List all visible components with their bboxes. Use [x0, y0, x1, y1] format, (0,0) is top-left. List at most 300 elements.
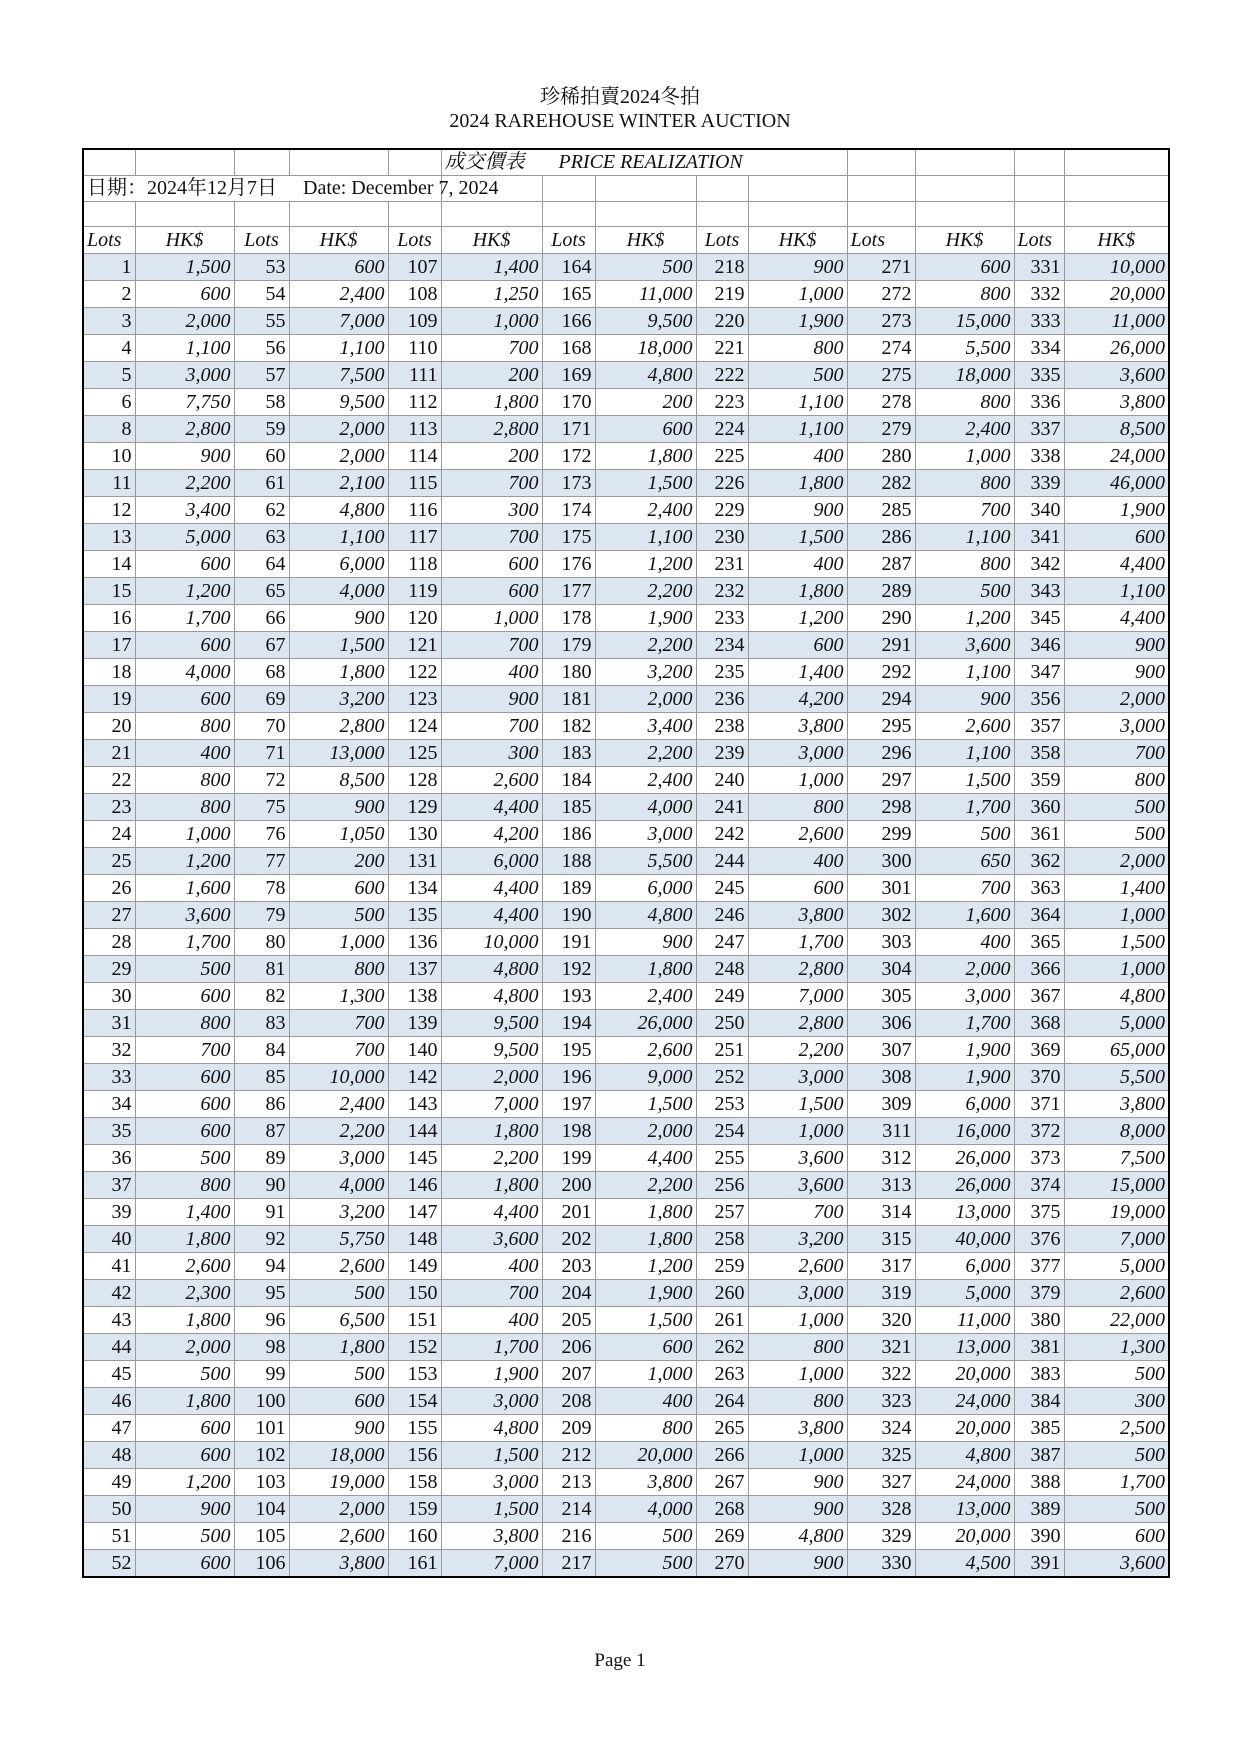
lot-number-cell: 206 [542, 1334, 595, 1361]
lot-number-cell: 219 [696, 281, 748, 308]
lot-number-cell: 198 [542, 1118, 595, 1145]
lot-number-cell: 328 [847, 1496, 915, 1523]
lot-number-cell: 98 [234, 1334, 289, 1361]
price-cell: 5,000 [1064, 1253, 1169, 1280]
lot-number-cell: 364 [1014, 902, 1064, 929]
price-cell: 1,900 [1064, 497, 1169, 524]
price-cell: 1,900 [595, 1280, 696, 1307]
price-cell: 700 [441, 713, 542, 740]
lot-number-cell: 279 [847, 416, 915, 443]
price-cell: 3,000 [595, 821, 696, 848]
lot-number-cell: 251 [696, 1037, 748, 1064]
price-cell: 500 [915, 578, 1014, 605]
lot-number-cell: 139 [388, 1010, 441, 1037]
price-cell: 1,400 [1064, 875, 1169, 902]
lot-number-cell: 172 [542, 443, 595, 470]
lot-number-cell: 190 [542, 902, 595, 929]
lot-number-cell: 333 [1014, 308, 1064, 335]
lot-number-cell: 64 [234, 551, 289, 578]
price-cell: 600 [441, 551, 542, 578]
lot-number-cell: 291 [847, 632, 915, 659]
price-cell: 1,700 [915, 1010, 1014, 1037]
lot-number-cell: 161 [388, 1550, 441, 1578]
price-cell: 4,400 [441, 794, 542, 821]
price-cell: 1,600 [135, 875, 234, 902]
price-cell: 3,600 [748, 1145, 847, 1172]
lot-number-cell: 308 [847, 1064, 915, 1091]
lot-number-cell: 345 [1014, 605, 1064, 632]
price-cell: 2,200 [595, 740, 696, 767]
lot-number-cell: 191 [542, 929, 595, 956]
price-cell: 800 [135, 713, 234, 740]
table-row [83, 443, 1169, 470]
lot-number-cell: 248 [696, 956, 748, 983]
lot-number-cell: 160 [388, 1523, 441, 1550]
lot-number-cell: 168 [542, 335, 595, 362]
lot-number-cell: 249 [696, 983, 748, 1010]
lot-number-cell: 66 [234, 605, 289, 632]
price-cell: 1,800 [748, 470, 847, 497]
lot-number-cell: 385 [1014, 1415, 1064, 1442]
price-cell: 3,200 [748, 1226, 847, 1253]
lot-number-cell: 102 [234, 1442, 289, 1469]
price-cell: 1,000 [748, 767, 847, 794]
price-cell: 4,200 [441, 821, 542, 848]
price-cell: 18,000 [915, 362, 1014, 389]
price-cell: 2,000 [595, 686, 696, 713]
table-row [83, 551, 1169, 578]
price-cell: 1,200 [135, 578, 234, 605]
lot-number-cell: 174 [542, 497, 595, 524]
price-cell: 500 [289, 902, 388, 929]
lot-number-cell: 343 [1014, 578, 1064, 605]
price-cell: 4,800 [1064, 983, 1169, 1010]
lot-number-cell: 182 [542, 713, 595, 740]
lot-number-cell: 138 [388, 983, 441, 1010]
lot-number-cell: 377 [1014, 1253, 1064, 1280]
price-cell: 20,000 [595, 1442, 696, 1469]
lot-number-cell: 134 [388, 875, 441, 902]
lot-number-cell: 173 [542, 470, 595, 497]
price-cell: 3,000 [748, 1280, 847, 1307]
lot-number-cell: 49 [83, 1469, 135, 1496]
lot-number-cell: 254 [696, 1118, 748, 1145]
lot-number-cell: 245 [696, 875, 748, 902]
price-cell: 5,500 [595, 848, 696, 875]
price-cell: 1,800 [441, 1172, 542, 1199]
price-cell: 4,200 [748, 686, 847, 713]
price-cell: 500 [135, 1361, 234, 1388]
lot-number-cell: 270 [696, 1550, 748, 1578]
price-cell: 9,500 [289, 389, 388, 416]
price-cell: 2,000 [1064, 686, 1169, 713]
lot-number-cell: 258 [696, 1226, 748, 1253]
price-cell: 800 [915, 281, 1014, 308]
price-cell: 1,250 [441, 281, 542, 308]
price-cell: 800 [748, 1334, 847, 1361]
price-cell: 9,000 [595, 1064, 696, 1091]
price-cell: 2,000 [289, 416, 388, 443]
lot-number-cell: 193 [542, 983, 595, 1010]
price-cell: 1,200 [135, 1469, 234, 1496]
lot-number-cell: 152 [388, 1334, 441, 1361]
price-cell: 2,000 [441, 1064, 542, 1091]
lot-number-cell: 23 [83, 794, 135, 821]
price-cell: 900 [135, 1496, 234, 1523]
lot-number-cell: 27 [83, 902, 135, 929]
lot-number-cell: 323 [847, 1388, 915, 1415]
price-cell: 800 [748, 335, 847, 362]
lot-number-cell: 77 [234, 848, 289, 875]
lot-number-cell: 213 [542, 1469, 595, 1496]
lot-number-cell: 3 [83, 308, 135, 335]
lot-number-cell: 83 [234, 1010, 289, 1037]
lot-number-cell: 290 [847, 605, 915, 632]
price-cell: 22,000 [1064, 1307, 1169, 1334]
price-cell: 46,000 [1064, 470, 1169, 497]
lot-number-cell: 68 [234, 659, 289, 686]
lot-number-cell: 390 [1014, 1523, 1064, 1550]
lot-number-cell: 124 [388, 713, 441, 740]
lot-number-cell: 50 [83, 1496, 135, 1523]
price-cell: 4,800 [595, 362, 696, 389]
col-header-lots: Lots [542, 227, 595, 254]
price-cell: 1,100 [595, 524, 696, 551]
lot-number-cell: 94 [234, 1253, 289, 1280]
lot-number-cell: 171 [542, 416, 595, 443]
lot-number-cell: 170 [542, 389, 595, 416]
lot-number-cell: 57 [234, 362, 289, 389]
price-cell: 1,900 [915, 1037, 1014, 1064]
lot-number-cell: 335 [1014, 362, 1064, 389]
table-row [83, 1415, 1169, 1442]
lot-number-cell: 200 [542, 1172, 595, 1199]
price-cell: 1,000 [595, 1361, 696, 1388]
price-cell: 2,800 [748, 956, 847, 983]
lot-number-cell: 34 [83, 1091, 135, 1118]
col-header-price: HK$ [595, 227, 696, 254]
price-cell: 16,000 [915, 1118, 1014, 1145]
lot-number-cell: 224 [696, 416, 748, 443]
lot-number-cell: 303 [847, 929, 915, 956]
price-cell: 700 [289, 1010, 388, 1037]
lot-number-cell: 387 [1014, 1442, 1064, 1469]
price-cell: 5,000 [135, 524, 234, 551]
table-row [83, 254, 1169, 281]
price-cell: 2,600 [748, 1253, 847, 1280]
lot-number-cell: 202 [542, 1226, 595, 1253]
price-cell: 400 [748, 551, 847, 578]
lot-number-cell: 136 [388, 929, 441, 956]
lot-number-cell: 384 [1014, 1388, 1064, 1415]
lot-number-cell: 92 [234, 1226, 289, 1253]
price-cell: 10,000 [441, 929, 542, 956]
price-cell: 2,600 [1064, 1280, 1169, 1307]
price-cell: 1,800 [595, 1226, 696, 1253]
lot-number-cell: 53 [234, 254, 289, 281]
price-cell: 700 [441, 335, 542, 362]
table-row [83, 983, 1169, 1010]
price-cell: 18,000 [595, 335, 696, 362]
table-row [83, 605, 1169, 632]
price-cell: 1,800 [595, 1199, 696, 1226]
price-cell: 4,800 [441, 983, 542, 1010]
lot-number-cell: 114 [388, 443, 441, 470]
price-cell: 1,100 [915, 740, 1014, 767]
col-header-price: HK$ [1064, 227, 1169, 254]
lot-number-cell: 120 [388, 605, 441, 632]
lot-number-cell: 39 [83, 1199, 135, 1226]
lot-number-cell: 368 [1014, 1010, 1064, 1037]
lot-number-cell: 81 [234, 956, 289, 983]
lot-number-cell: 147 [388, 1199, 441, 1226]
lot-number-cell: 128 [388, 767, 441, 794]
price-cell: 7,000 [441, 1091, 542, 1118]
lot-number-cell: 40 [83, 1226, 135, 1253]
price-cell: 900 [748, 254, 847, 281]
price-cell: 3,000 [748, 740, 847, 767]
lot-number-cell: 274 [847, 335, 915, 362]
lot-number-cell: 31 [83, 1010, 135, 1037]
lot-number-cell: 265 [696, 1415, 748, 1442]
price-cell: 4,400 [441, 875, 542, 902]
lot-number-cell: 309 [847, 1091, 915, 1118]
price-cell: 2,200 [135, 470, 234, 497]
date-en: Date: December 7, 2024 [303, 177, 499, 199]
lot-number-cell: 205 [542, 1307, 595, 1334]
lot-number-cell: 361 [1014, 821, 1064, 848]
lot-number-cell: 142 [388, 1064, 441, 1091]
lot-number-cell: 184 [542, 767, 595, 794]
price-cell: 600 [1064, 524, 1169, 551]
lot-number-cell: 110 [388, 335, 441, 362]
price-cell: 1,200 [135, 848, 234, 875]
price-cell: 900 [441, 686, 542, 713]
price-cell: 1,000 [748, 281, 847, 308]
lot-number-cell: 225 [696, 443, 748, 470]
lot-number-cell: 71 [234, 740, 289, 767]
price-cell: 1,500 [441, 1496, 542, 1523]
price-cell: 2,000 [135, 1334, 234, 1361]
lot-number-cell: 131 [388, 848, 441, 875]
price-cell: 3,800 [595, 1469, 696, 1496]
lot-number-cell: 203 [542, 1253, 595, 1280]
price-cell: 600 [135, 1415, 234, 1442]
price-cell: 2,300 [135, 1280, 234, 1307]
lot-number-cell: 125 [388, 740, 441, 767]
lot-number-cell: 204 [542, 1280, 595, 1307]
lot-number-cell: 22 [83, 767, 135, 794]
price-cell: 400 [441, 1253, 542, 1280]
lot-number-cell: 148 [388, 1226, 441, 1253]
lot-number-cell: 298 [847, 794, 915, 821]
lot-number-cell: 25 [83, 848, 135, 875]
lot-number-cell: 212 [542, 1442, 595, 1469]
price-cell: 500 [915, 821, 1014, 848]
price-cell: 2,500 [1064, 1415, 1169, 1442]
lot-number-cell: 183 [542, 740, 595, 767]
lot-number-cell: 115 [388, 470, 441, 497]
price-cell: 1,800 [289, 659, 388, 686]
lot-number-cell: 295 [847, 713, 915, 740]
price-cell: 1,800 [748, 578, 847, 605]
lot-number-cell: 177 [542, 578, 595, 605]
price-cell: 200 [595, 389, 696, 416]
table-row [83, 1064, 1169, 1091]
price-cell: 3,400 [135, 497, 234, 524]
lot-number-cell: 299 [847, 821, 915, 848]
table-row [83, 875, 1169, 902]
price-cell: 3,800 [1064, 389, 1169, 416]
price-cell: 1,800 [135, 1307, 234, 1334]
lot-number-cell: 337 [1014, 416, 1064, 443]
price-cell: 2,400 [595, 497, 696, 524]
price-cell: 6,500 [289, 1307, 388, 1334]
table-row [83, 848, 1169, 875]
price-cell: 2,200 [595, 578, 696, 605]
lot-number-cell: 278 [847, 389, 915, 416]
lot-number-cell: 158 [388, 1469, 441, 1496]
price-cell: 1,700 [441, 1334, 542, 1361]
lot-number-cell: 264 [696, 1388, 748, 1415]
lot-number-cell: 111 [388, 362, 441, 389]
price-cell: 500 [595, 254, 696, 281]
price-cell: 2,800 [441, 416, 542, 443]
lot-number-cell: 101 [234, 1415, 289, 1442]
price-cell: 500 [1064, 1496, 1169, 1523]
price-cell: 20,000 [915, 1523, 1014, 1550]
price-cell: 800 [135, 1172, 234, 1199]
price-cell: 3,800 [748, 902, 847, 929]
price-cell: 1,400 [441, 254, 542, 281]
lot-number-cell: 320 [847, 1307, 915, 1334]
price-cell: 500 [289, 1280, 388, 1307]
date-heading [83, 176, 499, 202]
price-cell: 6,000 [441, 848, 542, 875]
price-cell: 600 [1064, 1523, 1169, 1550]
lot-number-cell: 229 [696, 497, 748, 524]
price-cell: 5,750 [289, 1226, 388, 1253]
table-row [83, 1226, 1169, 1253]
lot-number-cell: 175 [542, 524, 595, 551]
lot-number-cell: 121 [388, 632, 441, 659]
price-cell: 700 [441, 1280, 542, 1307]
lot-number-cell: 380 [1014, 1307, 1064, 1334]
lot-number-cell: 233 [696, 605, 748, 632]
price-cell: 3,800 [289, 1550, 388, 1578]
price-cell: 1,900 [595, 605, 696, 632]
price-cell: 400 [915, 929, 1014, 956]
price-cell: 20,000 [915, 1361, 1014, 1388]
price-cell: 2,800 [289, 713, 388, 740]
table-row [83, 308, 1169, 335]
price-cell: 2,000 [595, 1118, 696, 1145]
lot-number-cell: 178 [542, 605, 595, 632]
price-cell: 2,600 [748, 821, 847, 848]
lot-number-cell: 257 [696, 1199, 748, 1226]
table-row [83, 416, 1169, 443]
lot-number-cell: 306 [847, 1010, 915, 1037]
price-cell: 3,800 [1064, 1091, 1169, 1118]
price-cell: 5,500 [1064, 1064, 1169, 1091]
price-cell: 26,000 [1064, 335, 1169, 362]
price-cell: 900 [748, 1469, 847, 1496]
lot-number-cell: 144 [388, 1118, 441, 1145]
price-cell: 1,100 [289, 524, 388, 551]
lot-number-cell: 329 [847, 1523, 915, 1550]
price-cell: 2,400 [289, 281, 388, 308]
lot-number-cell: 192 [542, 956, 595, 983]
price-cell: 1,800 [289, 1334, 388, 1361]
price-cell: 1,100 [289, 335, 388, 362]
price-cell: 3,600 [1064, 362, 1169, 389]
price-cell: 600 [135, 1091, 234, 1118]
lot-number-cell: 209 [542, 1415, 595, 1442]
price-cell: 4,400 [441, 1199, 542, 1226]
lot-number-cell: 122 [388, 659, 441, 686]
col-header-lots: Lots [388, 227, 441, 254]
price-cell: 600 [595, 1334, 696, 1361]
price-cell: 700 [135, 1037, 234, 1064]
lot-number-cell: 285 [847, 497, 915, 524]
lot-number-cell: 43 [83, 1307, 135, 1334]
price-cell: 1,700 [135, 605, 234, 632]
lot-number-cell: 374 [1014, 1172, 1064, 1199]
price-cell: 1,400 [748, 659, 847, 686]
lot-number-cell: 95 [234, 1280, 289, 1307]
lot-number-cell: 236 [696, 686, 748, 713]
lot-number-cell: 69 [234, 686, 289, 713]
table-row [83, 1469, 1169, 1496]
price-cell: 7,000 [289, 308, 388, 335]
table-row [83, 497, 1169, 524]
lot-number-cell: 250 [696, 1010, 748, 1037]
lot-number-cell: 116 [388, 497, 441, 524]
table-row [83, 902, 1169, 929]
price-cell: 6,000 [915, 1091, 1014, 1118]
document-title-english: 2024 RAREHOUSE WINTER AUCTION [449, 110, 791, 132]
table-row [83, 1037, 1169, 1064]
lot-number-cell: 314 [847, 1199, 915, 1226]
price-cell: 1,500 [595, 470, 696, 497]
price-cell: 11,000 [595, 281, 696, 308]
document-title-chinese: 珍稀拍賣2024冬拍 [540, 86, 700, 108]
lot-number-cell: 72 [234, 767, 289, 794]
price-cell: 500 [1064, 794, 1169, 821]
date-row [83, 176, 1169, 202]
price-cell: 7,000 [441, 1550, 542, 1578]
price-cell: 20,000 [915, 1415, 1014, 1442]
price-cell: 4,800 [748, 1523, 847, 1550]
lot-number-cell: 359 [1014, 767, 1064, 794]
price-realization-heading [441, 149, 847, 176]
lot-number-cell: 244 [696, 848, 748, 875]
lot-number-cell: 263 [696, 1361, 748, 1388]
lot-number-cell: 103 [234, 1469, 289, 1496]
lot-number-cell: 14 [83, 551, 135, 578]
lot-number-cell: 366 [1014, 956, 1064, 983]
price-cell: 700 [441, 524, 542, 551]
table-row [83, 1199, 1169, 1226]
col-header-lots: Lots [847, 227, 915, 254]
price-cell: 4,400 [595, 1145, 696, 1172]
price-cell: 3,000 [441, 1388, 542, 1415]
lot-number-cell: 61 [234, 470, 289, 497]
lot-number-cell: 79 [234, 902, 289, 929]
col-header-lots: Lots [83, 227, 135, 254]
price-cell: 500 [135, 1145, 234, 1172]
lot-number-cell: 325 [847, 1442, 915, 1469]
